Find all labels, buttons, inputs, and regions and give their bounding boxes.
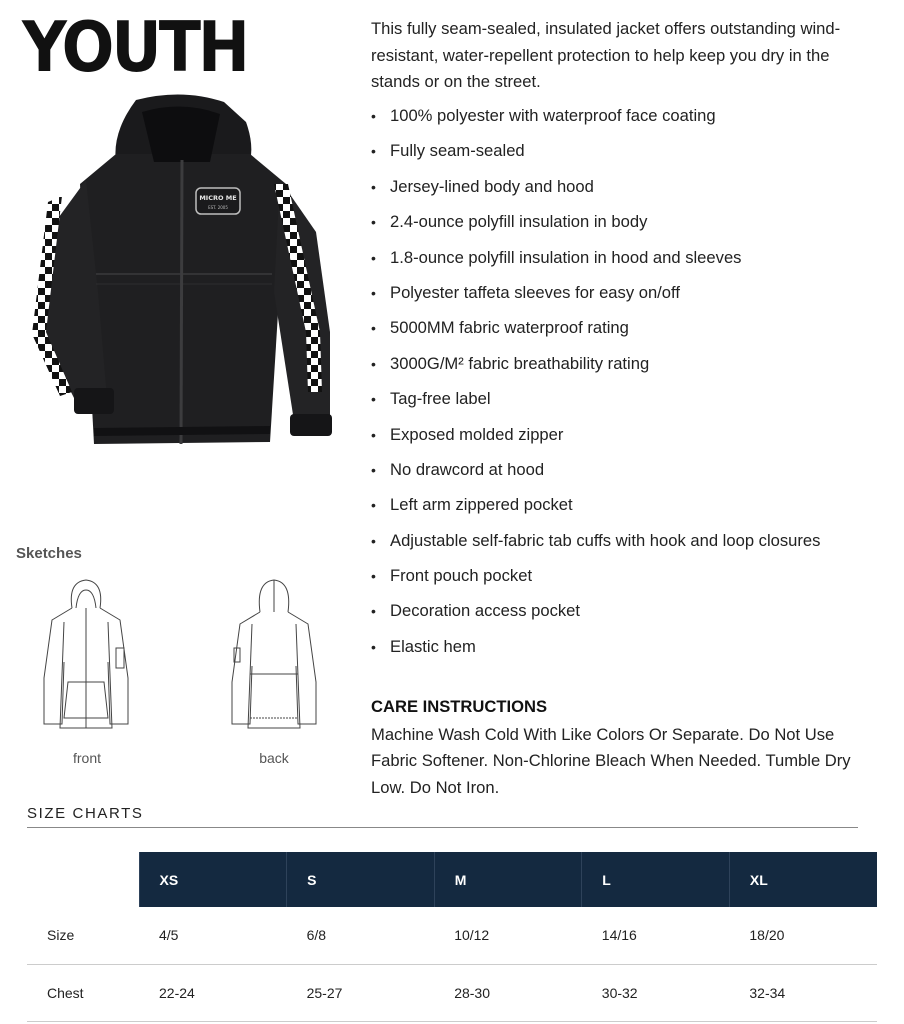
feature-item: • Left arm zippered pocket: [371, 492, 820, 527]
table-cell: 25-27: [287, 964, 435, 1021]
feature-item: • Jersey-lined body and hood: [371, 174, 820, 209]
column-header-xl: XL: [729, 852, 877, 907]
product-description: This fully seam-sealed, insulated jacket offers outstanding wind-resistant, water-repellent protection to help keep you dry in the stands or on the street.: [371, 19, 841, 91]
feature-item: • 1.8-ounce polyfill insulation in hood and sleeves: [371, 245, 820, 280]
feature-item: • 3000G/M² fabric breathability rating: [371, 351, 820, 386]
column-header-s: S: [287, 852, 435, 907]
patch-text-top: MICRO ME: [199, 194, 237, 202]
table-cell: 32-34: [729, 964, 877, 1021]
divider: [27, 827, 858, 828]
care-instructions-text: Machine Wash Cold With Like Colors Or Separate. Do Not Use Fabric Softener. Non-Chlorine Bleach When Needed. Tumble Dry Low. Do Not Iron.: [371, 725, 851, 797]
front-sketch-label: front: [72, 750, 101, 766]
row-label: Size: [27, 907, 139, 964]
table-cell: 6/8: [287, 907, 435, 964]
feature-item: • Adjustable self-fabric tab cuffs with hook and loop closures: [371, 528, 820, 563]
feature-item: • Exposed molded zipper: [371, 422, 820, 457]
care-instructions-heading: CARE INSTRUCTIONS: [371, 697, 548, 716]
row-label: Chest: [27, 964, 139, 1021]
feature-item: • 2.4-ounce polyfill insulation in body: [371, 209, 820, 244]
table-cell: 22-24: [139, 964, 287, 1021]
table-corner-cell: [27, 852, 139, 907]
feature-item: • Elastic hem: [371, 634, 820, 669]
table-cell: 14/16: [582, 907, 730, 964]
table-row: [27, 964, 877, 1021]
feature-list: [371, 103, 820, 669]
column-header-l: L: [582, 852, 730, 907]
table-row: [27, 907, 877, 964]
feature-item: • Fully seam-sealed: [371, 138, 820, 173]
front-sketch: [38, 578, 134, 734]
column-header-m: M: [434, 852, 582, 907]
table-cell: 30-32: [582, 964, 730, 1021]
feature-item: • Decoration access pocket: [371, 598, 820, 633]
feature-item: • No drawcord at hood: [371, 457, 820, 492]
product-image: [24, 92, 340, 458]
feature-item: • Tag-free label: [371, 386, 820, 421]
back-sketch-label: back: [259, 750, 289, 766]
page-title: YOUTH: [22, 6, 247, 88]
table-cell: 10/12: [434, 907, 582, 964]
table-cell: 28-30: [434, 964, 582, 1021]
feature-item: • Front pouch pocket: [371, 563, 820, 598]
size-chart-table: [27, 852, 877, 1022]
column-header-xs: XS: [139, 852, 287, 907]
feature-item: • 100% polyester with waterproof face coating: [371, 103, 820, 138]
table-cell: 18/20: [729, 907, 877, 964]
back-sketch: [226, 578, 322, 734]
patch-text-bottom: EST. 2005: [208, 205, 228, 210]
table-header-row: [27, 852, 877, 907]
feature-item: • 5000MM fabric waterproof rating: [371, 315, 820, 350]
table-cell: 4/5: [139, 907, 287, 964]
sketches-heading: Sketches: [16, 545, 82, 562]
size-charts-heading: SIZE CHARTS: [27, 805, 144, 822]
feature-item: • Polyester taffeta sleeves for easy on/off: [371, 280, 820, 315]
